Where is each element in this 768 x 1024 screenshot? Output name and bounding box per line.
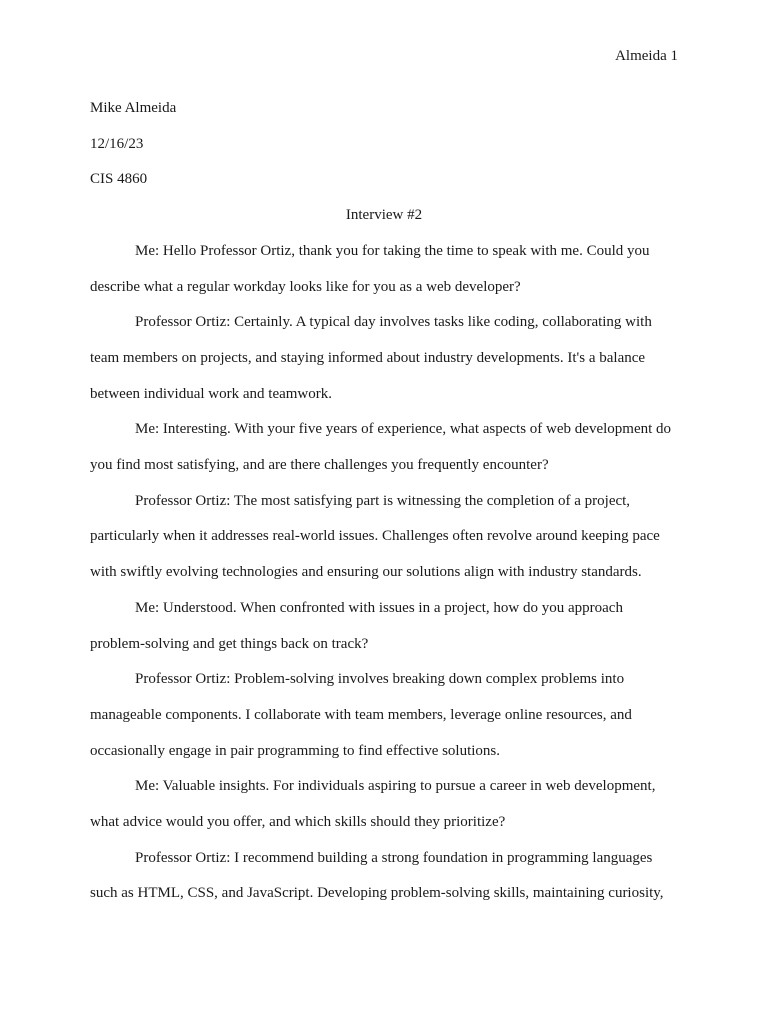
paragraph: Professor Ortiz: Certainly. A typical day involves tasks like coding, collaborating with team members on projects, and staying informed about industry developments. It's a balance between individual work and teamwork.	[90, 314, 652, 402]
paragraph: Professor Ortiz: I recommend building a strong foundation in programming languages such as HTML, CSS, and JavaScript. Developing problem-solving skills, maintaining curiosity,	[90, 849, 664, 902]
paragraph: Me: Understood. When confronted with issues in a project, how do you approach problem-solving and get things back on track?	[90, 599, 623, 652]
running-head-page-number: Almeida 1	[615, 48, 678, 64]
document-title: Interview #2	[345, 207, 423, 224]
paragraph: Me: Valuable insights. For individuals aspiring to pursue a career in web development, what advice would you offer, and which skills should they prioritize?	[90, 778, 656, 831]
document-body	[90, 91, 678, 912]
author-name: Mike Almeida	[90, 100, 177, 116]
document-date: 12/16/23	[90, 135, 144, 152]
paragraph: Me: Hello Professor Ortiz, thank you for taking the time to speak with me. Could you describe what a regular workday looks like for you as a web developer?	[90, 242, 650, 295]
paragraph: Professor Ortiz: The most satisfying part is witnessing the completion of a project, particularly when it addresses real-world issues. Challenges often revolve around keeping pace with swiftly evolving technologies and ensuring our solutions align with industry standards.	[90, 492, 660, 581]
course-code: CIS 4860	[90, 171, 148, 188]
paragraph: Me: Interesting. With your five years of experience, what aspects of web development do you find most satisfying, and are there challenges you frequently encounter?	[90, 421, 672, 474]
paragraph: Professor Ortiz: Problem-solving involves breaking down complex problems into manageable components. I collaborate with team members, leverage online resources, and occasionally engage in pair programming to find effective solutions.	[90, 671, 632, 759]
